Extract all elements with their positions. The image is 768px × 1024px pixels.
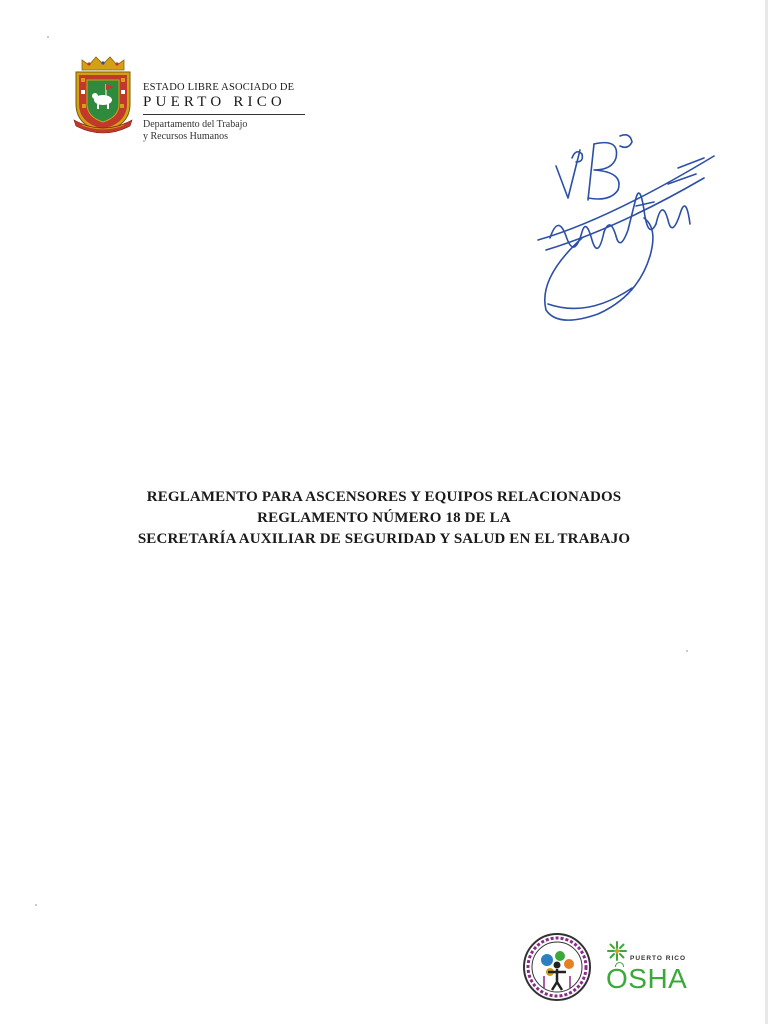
header-divider — [143, 114, 305, 115]
header-dept-line1: Departamento del Trabajo — [143, 119, 248, 130]
header-dept-line2: y Recursos Humanos — [143, 131, 228, 142]
scan-speck — [35, 904, 37, 906]
signature-icon — [528, 128, 718, 328]
document-title — [0, 487, 768, 550]
title-line-1: REGLAMENTO PARA ASCENSORES Y EQUIPOS RELACIONADOS — [146, 489, 622, 505]
agency-seal-icon — [522, 932, 592, 1002]
title-line-2: REGLAMENTO NÚMERO 18 DE LA — [257, 510, 511, 526]
title-line-3: SECRETARÍA AUXILIAR DE SEGURIDAD Y SALUD EN EL TRABAJO — [137, 531, 631, 547]
osha-star-icon — [606, 940, 628, 962]
letterhead — [70, 54, 330, 144]
osha-logo — [604, 938, 724, 1002]
coat-of-arms-icon — [70, 54, 136, 134]
scan-speck — [47, 36, 49, 38]
scan-speck — [686, 650, 688, 652]
osha-region-label: PUERTO RICO — [630, 955, 687, 962]
header-department — [143, 119, 305, 143]
header-line-puerto-rico: PUERTO RICO — [143, 94, 286, 110]
header-line-estado: ESTADO LIBRE ASOCIADO DE — [143, 82, 295, 93]
osha-wordmark: OSHA — [606, 963, 688, 994]
